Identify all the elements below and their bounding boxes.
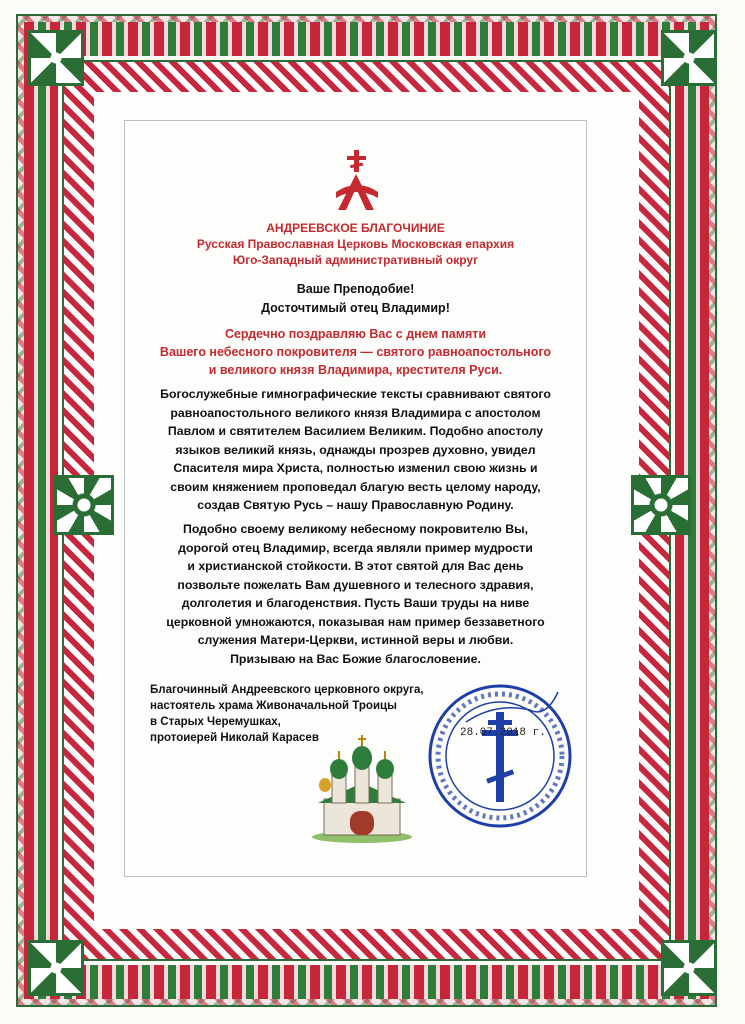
paragraph-2-line: служения Матери-Церкви, истинной веры и любви. [197,633,514,647]
stamp-date: 28.07.2018 г. [460,727,546,739]
paragraph-2-line: дорогой отец Владимир, всегда являли пример мудрости [178,540,533,555]
corner-ornament-top-right [661,30,717,86]
corner-ornament-bottom-right [661,940,717,996]
side-ornament-left [54,475,114,535]
paragraph-2-line: церковной умножаются, показывая нам пример беззаветного [166,614,545,629]
greeting-line-2: Досточтимый отец Владимир! [261,301,450,315]
paragraph-1-line: языков великий князь, однажды прозрев духовно, увидел [175,442,536,457]
org-title: АНДРЕЕВСКОЕ БЛАГОЧИНИЕ [266,221,445,235]
diocese-cross-logo [332,148,382,212]
highlight-line: Сердечно поздравляю Вас с днем памяти [224,327,487,341]
paragraph-1-line: создав Святую Русь – нашу Православную Родину. [197,498,514,512]
church-stamp-seal [426,682,574,830]
paragraph-1-line: равноапостольного великого князя Владимира с апостолом [170,405,541,420]
org-district-line: Юго-Западный административный округ [232,253,479,267]
corner-ornament-top-left [28,30,84,86]
signature-line: протоиерей Николай Карасев [150,732,319,744]
blessing-line: Призываю на Вас Божие благословение. [230,652,481,666]
letter-content [124,120,587,877]
side-ornament-right [631,475,691,535]
corner-ornament-bottom-left [28,940,84,996]
paragraph-2-line: Подобно своему великому небесному покровителю Вы, [182,522,528,536]
paragraph-1-line: Спасителя мира Христа, полностью изменил свою жизнь и [173,461,538,475]
paragraph-2-line: долголетия и благоденствия. Пусть Ваши труды на ниве [181,596,530,610]
greeting-line-1: Ваше Преподобие! [296,282,415,296]
highlight-line: и великого князя Владимира, крестителя Руси. [208,363,503,377]
signature-line: Благочинный Андреевского церковного округа, [150,684,424,696]
paragraph-1-line: своим княжением проповедал благую весть целому народу, [170,479,541,494]
paragraph-1-line: Павлом и святителем Василием Великим. Подобно апостолу [167,424,544,438]
signature-line: в Старых Черемушках, [150,716,281,728]
org-church-line: Русская Православная Церковь Московская епархия [196,237,515,251]
paragraph-2-line: позвольте пожелать Вам душевного и телесного здравия, [177,577,534,592]
paragraph-2-line: и христианской стойкости. В этот святой для Вас день [187,559,524,573]
signature-line: настоятель храма Живоначальной Троицы [150,700,397,712]
paragraph-1-line: Богослужебные гимнографические тексты сравнивают святого [160,387,551,401]
highlight-line: Вашего небесного покровителя — святого равноапостольного [159,345,552,359]
church-illustration [310,725,414,843]
